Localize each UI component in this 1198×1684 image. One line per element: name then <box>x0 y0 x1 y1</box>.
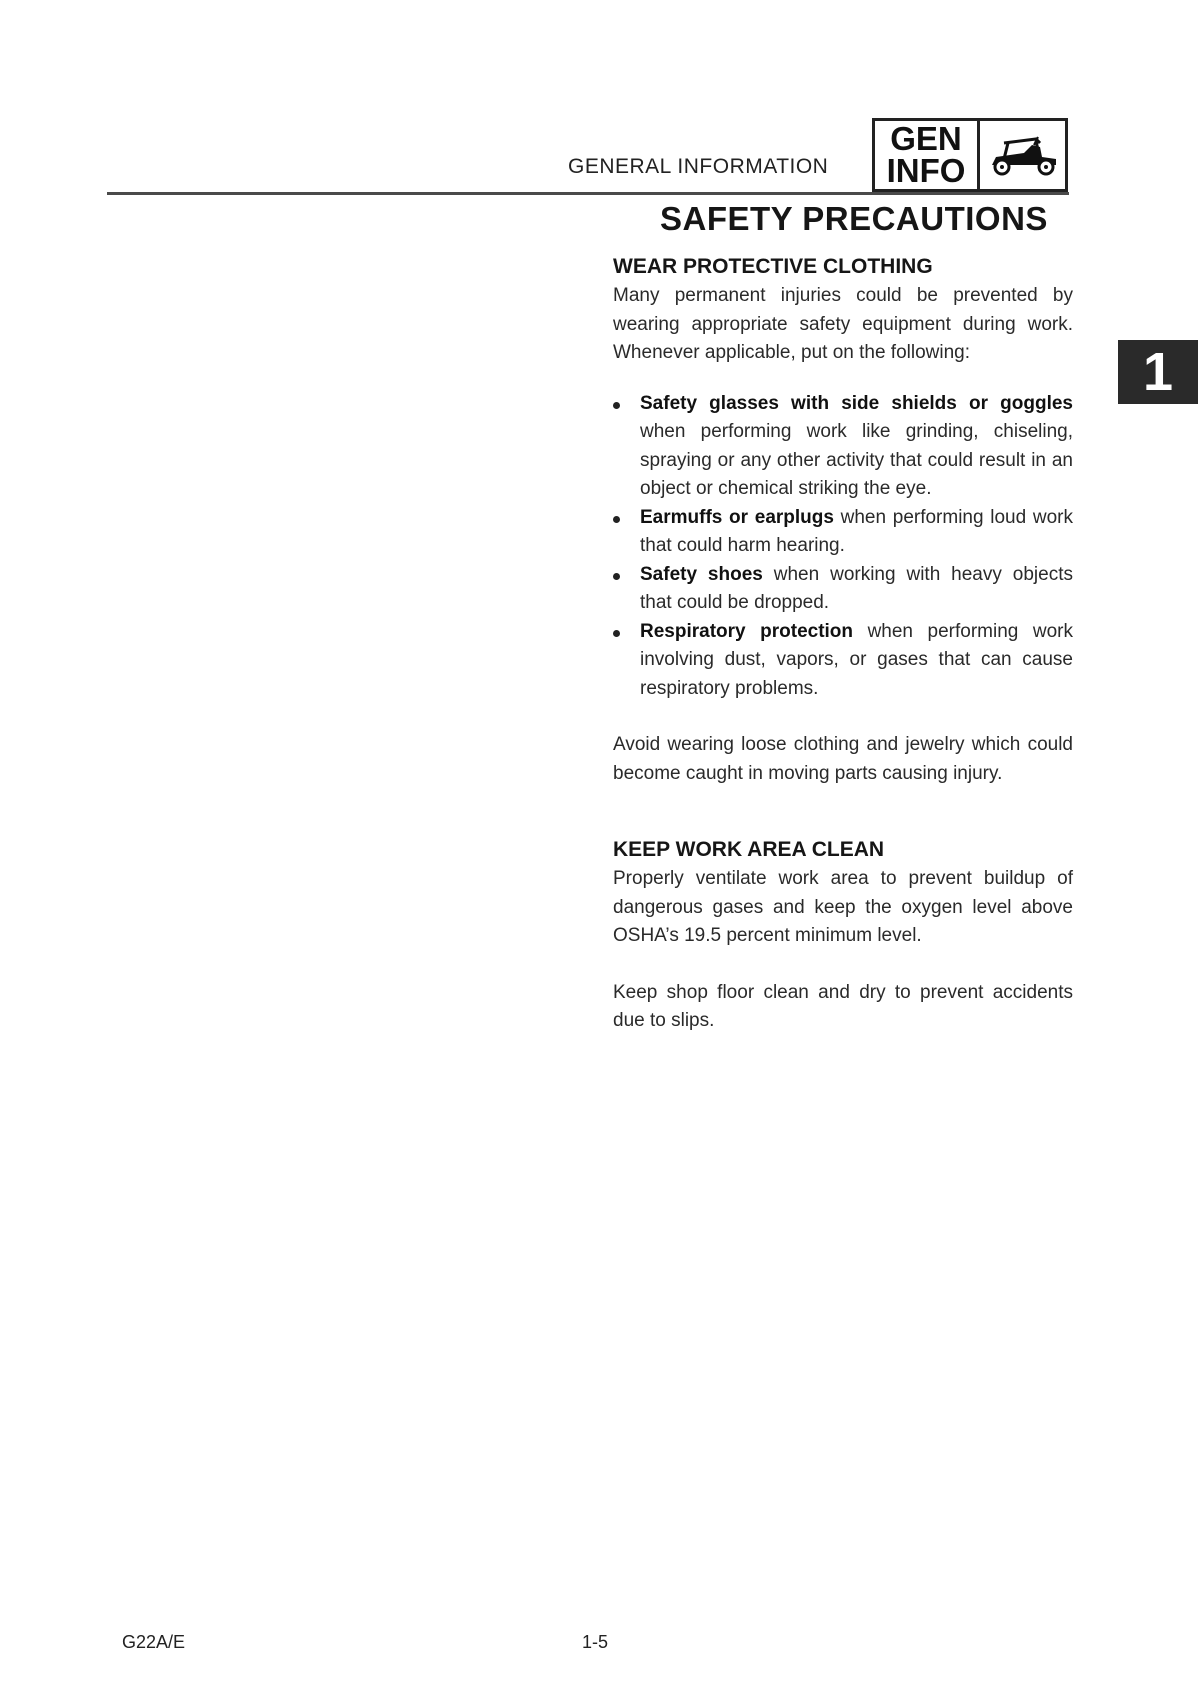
golf-cart-icon <box>980 121 1065 189</box>
ventilation-paragraph: Properly ventilate work area to prevent buildup of dangerous gases and keep the oxygen level above OSHA’s 19.5 percent minimum level. <box>613 868 1073 946</box>
intro-paragraph: Many permanent injuries could be prevented by wearing appropriate safety equipment during work. Whenever applicable, put on the following: <box>613 285 1073 363</box>
bullet-icon <box>613 402 620 409</box>
list-item <box>613 390 1073 504</box>
section-heading-work-area: KEEP WORK AREA CLEAN <box>613 838 885 861</box>
list-item <box>613 504 1073 561</box>
header-rule <box>107 192 1069 195</box>
closing-paragraph: Avoid wearing loose clothing and jewelry which could become caught in moving parts causing injury. <box>613 734 1073 784</box>
bullet-icon <box>613 516 620 523</box>
section-header-title: GENERAL INFORMATION <box>568 155 829 178</box>
bullet-icon <box>613 630 620 637</box>
list-item-text: when performing work like grinding, chiseling, spraying or any other activity that could result in an object or chemical striking the eye. <box>640 421 1073 499</box>
protective-equipment-list <box>613 390 1073 704</box>
chapter-tab: 1 <box>1118 340 1198 404</box>
footer-model: G22A/E <box>122 1632 186 1652</box>
badge-line1: GEN <box>890 120 962 157</box>
list-item-bold: Safety glasses with side shields or goggles <box>640 392 1073 414</box>
content-column <box>613 255 1073 1036</box>
page-title: SAFETY PRECAUTIONS <box>660 200 1048 237</box>
floor-paragraph: Keep shop floor clean and dry to prevent accidents due to slips. <box>613 981 1073 1031</box>
list-item-text: when performing work involving dust, vapors, or gases that can cause respiratory problems. <box>640 620 1073 699</box>
list-item-bold: Respiratory protection <box>640 620 854 642</box>
list-item <box>613 618 1073 704</box>
list-item-bold: Earmuffs or earplugs <box>640 506 834 528</box>
badge-line2: INFO <box>886 152 966 189</box>
section-heading-protective-clothing: WEAR PROTECTIVE CLOTHING <box>613 255 933 278</box>
list-item-text: when performing loud work that could harm hearing. <box>640 506 1073 556</box>
page-number: 1-5 <box>582 1632 609 1652</box>
bullet-icon <box>613 573 620 580</box>
badge-text <box>875 121 980 189</box>
list-item-bold: Safety shoes <box>640 563 763 585</box>
list-item <box>613 561 1073 618</box>
gen-info-badge <box>872 118 1068 192</box>
list-item-text: when working with heavy objects that could be dropped. <box>640 563 1073 613</box>
